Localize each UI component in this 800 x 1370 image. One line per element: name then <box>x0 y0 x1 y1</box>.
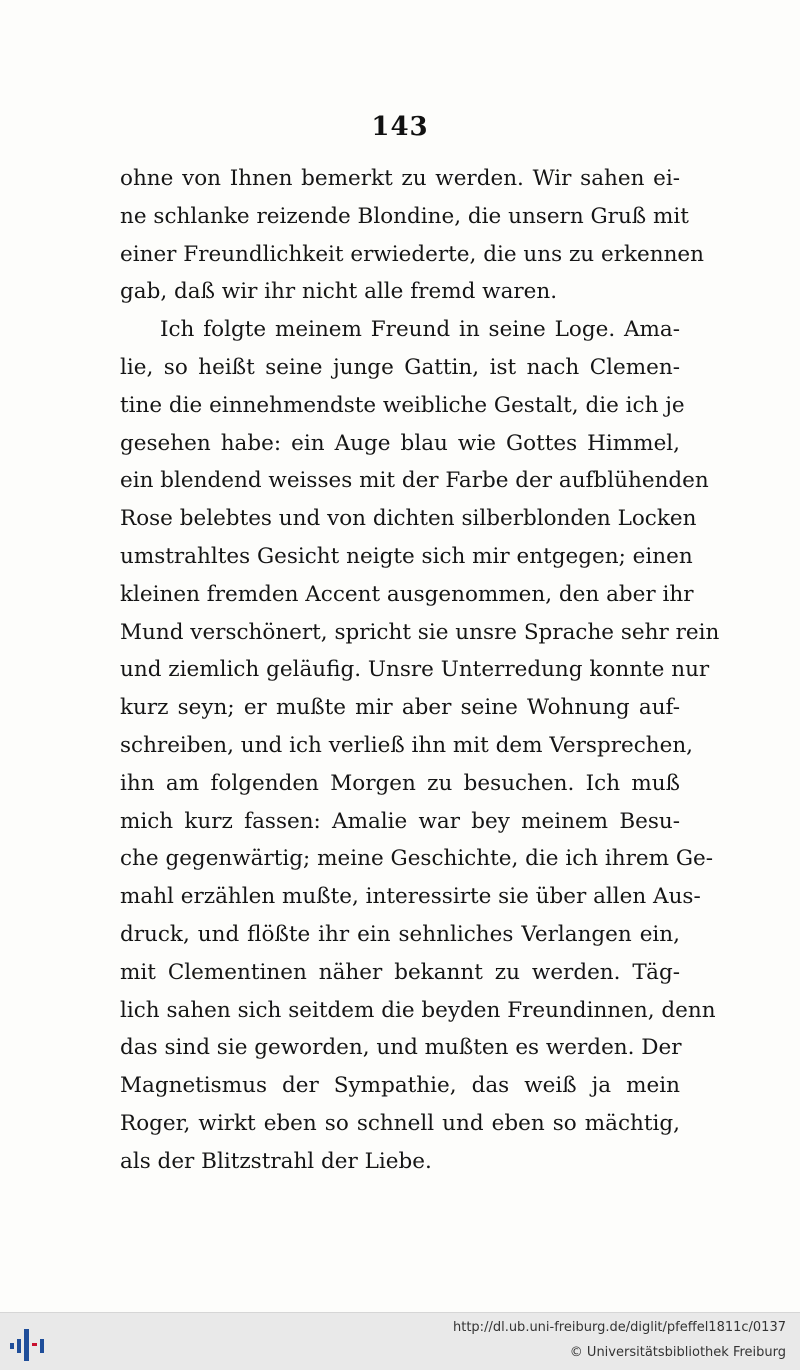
page-number: 143 <box>371 112 429 142</box>
ub-freiburg-logo-icon[interactable] <box>6 1321 50 1365</box>
text-line: Magnetismus der Sympathie, das weiß ja mein <box>120 1073 680 1099</box>
text-line: che gegenwärtig; meine Geschichte, die ich ihrem Ge- <box>120 846 714 872</box>
text-line: ihn am folgenden Morgen zu besuchen. Ich muß <box>120 770 680 796</box>
text-line: mich kurz fassen: Amalie war bey meinem Besu- <box>120 808 680 834</box>
text-line: das sind sie geworden, und mußten es werden. Der <box>120 1035 682 1061</box>
copyright-notice: © Universitätsbibliothek Freiburg <box>569 1345 786 1360</box>
text-line: gab, daß wir ihr nicht alle fremd waren. <box>120 279 558 305</box>
footer-bar <box>0 1312 800 1370</box>
source-url-link[interactable]: http://dl.ub.uni-freiburg.de/diglit/pfeffel1811c/0137 <box>453 1320 786 1335</box>
text-line: einer Freundlichkeit erwiederte, die uns zu erkennen <box>120 241 704 267</box>
text-line: lie, so heißt seine junge Gattin, ist nach Clemen- <box>120 354 680 380</box>
text-line: und ziemlich geläufig. Unsre Unterredung konnte nur <box>120 657 710 683</box>
text-line: gesehen habe: ein Auge blau wie Gottes Himmel, <box>120 430 680 456</box>
text-line: ohne von Ihnen bemerkt zu werden. Wir sahen ei- <box>120 166 680 191</box>
text-line: umstrahltes Gesicht neigte sich mir entgegen; einen <box>120 543 693 569</box>
text-line: schreiben, und ich verließ ihn mit dem Versprechen, <box>120 732 694 758</box>
text-line: mit Clementinen näher bekannt zu werden. Täg- <box>120 959 680 985</box>
text-line: kurz seyn; er mußte mir aber seine Wohnung auf- <box>120 695 680 721</box>
text-line: tine die einnehmendste weibliche Gestalt, die ich je <box>120 392 685 418</box>
text-line: druck, und flößte ihr ein sehnliches Verlangen ein, <box>120 921 680 947</box>
text-line: mahl erzählen mußte, interessirte sie über allen Aus- <box>120 884 701 910</box>
text-line: Mund verschönert, spricht sie unsre Sprache sehr rein <box>120 619 720 645</box>
text-line: Rose belebtes und von dichten silberblonden Locken <box>120 506 697 532</box>
text-line: ein blendend weisses mit der Farbe der aufblühenden <box>120 468 709 494</box>
text-line: als der Blitzstrahl der Liebe. <box>120 1148 432 1174</box>
text-line: kleinen fremden Accent ausgenommen, den aber ihr <box>120 581 694 607</box>
body-text <box>120 160 720 1181</box>
text-line: lich sahen sich seitdem die beyden Freundinnen, denn <box>120 997 716 1023</box>
text-line: ne schlanke reizende Blondine, die unsern Gruß mit <box>120 203 689 229</box>
text-line: Roger, wirkt eben so schnell und eben so mächtig, <box>120 1110 680 1136</box>
text-line: Ich folgte meinem Freund in seine Loge. Ama- <box>160 317 680 343</box>
